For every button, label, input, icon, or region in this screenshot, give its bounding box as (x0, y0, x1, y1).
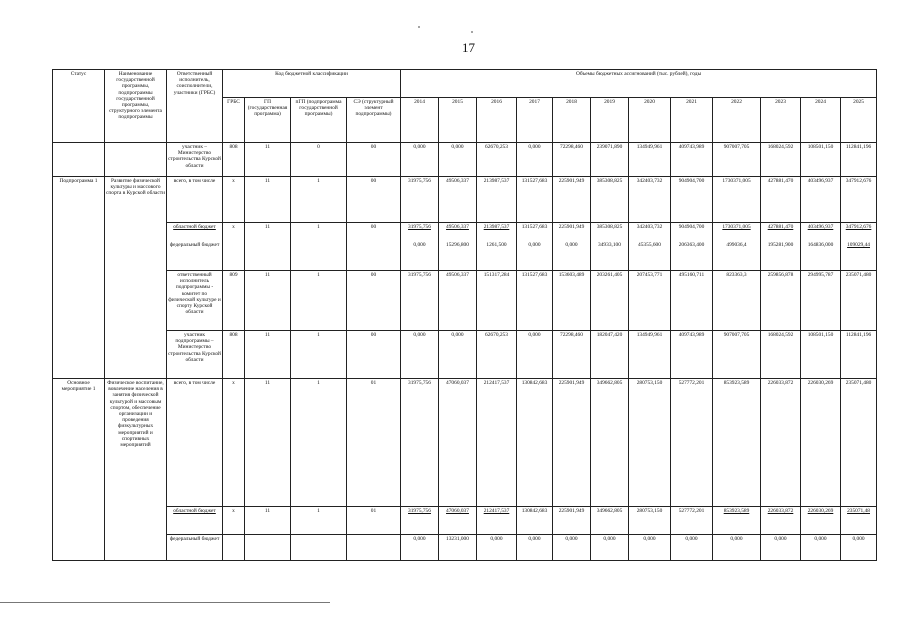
value-cell (591, 331, 629, 379)
value-amount: 347912,676 (845, 224, 872, 230)
value-cell (801, 331, 841, 379)
page-number: 17 (462, 40, 475, 55)
value-amount: 164836,000 (807, 242, 834, 249)
value-amount: 206363,400 (678, 242, 705, 249)
code-se-cell: 00 (347, 271, 401, 331)
table-row (53, 331, 877, 379)
value-amount: 1730371,005 (722, 178, 751, 184)
value-amount: 226033,872 (767, 380, 794, 386)
value-cell (553, 271, 591, 331)
value-cell (477, 507, 517, 535)
value-amount: 182047,420 (596, 332, 623, 338)
value-amount: 13231,000 (446, 536, 469, 542)
executor-cell (167, 177, 223, 223)
executor-label: федеральный бюджет (169, 536, 220, 542)
code-gp-cell: 11 (245, 331, 291, 379)
value-cell (553, 143, 591, 177)
value-cell (517, 143, 553, 177)
value-amount: 225901,949 (558, 224, 585, 230)
header-year: 2019 (591, 98, 629, 143)
code-grbs-cell: 809 (223, 271, 245, 331)
value-amount: 342403,732 (636, 178, 663, 184)
header-pgp: пГП (подпрограмма государственной программы) (291, 98, 347, 143)
value-amount: 235071,480 (845, 272, 872, 278)
value-cell (517, 379, 553, 507)
value-cell (801, 379, 841, 507)
code-se-cell: 00 (347, 177, 401, 223)
value-cell (671, 507, 713, 535)
value-cell (591, 143, 629, 177)
value-amount: 226030,269 (807, 380, 834, 386)
value-amount: 31975,756 (408, 224, 431, 230)
executor-label: ответственный исполнитель подпрограммы - комитет по физической культуре и спорту Курской области (168, 272, 221, 316)
budget-table (52, 69, 877, 561)
value-cell (801, 177, 841, 223)
value-cell (629, 271, 671, 331)
header-budget-code: Код бюджетной классификации (223, 70, 401, 98)
header-year: 2022 (713, 98, 761, 143)
table-row (53, 177, 877, 223)
value-amount: 168024,592 (767, 332, 794, 338)
code-se-cell (347, 535, 401, 561)
value-cell (477, 177, 517, 223)
value-amount: 72298,460 (560, 144, 583, 150)
value-amount: 0,000 (451, 144, 464, 150)
value-amount: 225901,949 (558, 508, 585, 514)
value-cell (671, 331, 713, 379)
value-cell (401, 379, 439, 507)
table-row (53, 143, 877, 177)
value-cell (761, 535, 801, 561)
value-cell (477, 143, 517, 177)
value-amount: 62670,253 (485, 332, 508, 338)
value-cell (591, 379, 629, 507)
value-cell (713, 177, 761, 223)
value-cell (713, 507, 761, 535)
status-cell: Основное мероприятие 1 (53, 379, 105, 561)
value-amount: 0,000 (643, 536, 656, 542)
value-amount: 853923,589 (723, 380, 750, 386)
code-pgp-cell: 1 (291, 177, 347, 223)
value-cell (401, 331, 439, 379)
value-cell (629, 507, 671, 535)
value-cell (629, 143, 671, 177)
value-cell (801, 271, 841, 331)
scan-artifact-line (0, 602, 330, 603)
header-year: 2024 (801, 98, 841, 143)
value-amount: 904904,700 (678, 224, 705, 230)
header-year: 2023 (761, 98, 801, 143)
value-cell (553, 535, 591, 561)
value-amount: 409743,989 (678, 332, 705, 338)
code-grbs-cell: х (223, 379, 245, 507)
value-cell (517, 331, 553, 379)
code-grbs-cell: х (223, 177, 245, 223)
value-amount: 427881,470 (767, 224, 794, 230)
value-amount: 0,000 (413, 536, 426, 542)
value-cell (439, 507, 477, 535)
value-amount: 239071,890 (596, 144, 623, 150)
code-grbs-cell (223, 535, 245, 561)
header-gp: ГП (государственная программа) (245, 98, 291, 143)
value-amount: 130842,683 (521, 380, 548, 386)
value-cell (477, 535, 517, 561)
value-cell (801, 143, 841, 177)
code-gp-cell: 11 (245, 271, 291, 331)
value-amount: 212417,537 (483, 380, 510, 386)
code-gp-cell: 11 (245, 143, 291, 177)
value-cell (553, 331, 591, 379)
value-amount: 109029,44 (847, 242, 870, 249)
value-amount: 0,000 (565, 536, 578, 542)
value-amount: 45355,600 (638, 242, 661, 249)
value-amount: 213987,537 (483, 224, 510, 230)
value-amount: 907007,705 (723, 144, 750, 150)
value-cell (671, 379, 713, 507)
value-cell (841, 331, 877, 379)
value-cell (517, 507, 553, 535)
value-amount: 0,000 (528, 144, 541, 150)
value-cell (439, 271, 477, 331)
code-pgp-cell (291, 535, 347, 561)
value-cell (517, 177, 553, 223)
value-amount: 0,000 (814, 536, 827, 542)
value-amount: 1261,500 (486, 242, 507, 249)
header-year: 2016 (477, 98, 517, 143)
code-se-cell: 01 (347, 507, 401, 535)
value-cell (841, 379, 877, 507)
value-amount: 207453,771 (636, 272, 663, 278)
status-cell: Подпрограмма 1 (53, 177, 105, 379)
value-amount: 259856,878 (767, 272, 794, 278)
code-se-cell: 00 (347, 331, 401, 379)
header-executor: Ответственный исполнитель, соисполнители, участники (ГРБС) (167, 70, 223, 143)
table-body (53, 143, 877, 561)
value-cell (801, 535, 841, 561)
table-row (53, 379, 877, 507)
value-cell (761, 379, 801, 507)
value-amount: 342403,732 (636, 224, 663, 230)
value-cell (401, 143, 439, 177)
value-amount: 0,000 (413, 144, 426, 150)
header-year: 2015 (439, 98, 477, 143)
value-amount: 904904,700 (678, 178, 705, 184)
value-amount: 385308,825 (596, 178, 623, 184)
value-amount: 0,000 (685, 536, 698, 542)
value-amount: 153603,489 (558, 272, 585, 278)
value-amount: 0,000 (451, 332, 464, 338)
value-amount: 499036,4 (726, 242, 747, 249)
value-cell (671, 177, 713, 223)
executor-cell (167, 143, 223, 177)
value-cell (401, 223, 439, 271)
executor-label: федеральный бюджет (169, 242, 220, 249)
code-pgp-cell: 1 (291, 223, 347, 271)
value-amount: 280753,150 (636, 380, 663, 386)
value-amount: 0,000 (490, 536, 503, 542)
value-amount: 212417,537 (483, 508, 510, 514)
value-amount: 495160,711 (678, 272, 705, 278)
value-amount: 0,000 (852, 536, 865, 542)
value-amount: 15296,800 (446, 242, 469, 249)
executor-label: участник – Министерство строительства Курской области (168, 144, 221, 169)
header-name: Наименование государственной программы, подпрограммы государственной программы, структурного элемента подпрограммы (105, 70, 167, 143)
header-year: 2018 (553, 98, 591, 143)
code-pgp-cell: 1 (291, 507, 347, 535)
header-year: 2014 (401, 98, 439, 143)
value-amount: 47060,037 (446, 380, 469, 386)
value-cell (439, 331, 477, 379)
code-gp-cell: 11 (245, 379, 291, 507)
header-status: Статус (53, 70, 105, 143)
value-amount: 131527,683 (521, 224, 548, 230)
header-volumes: Объемы бюджетных ассигнований (тыс. рублей), годы (401, 70, 877, 98)
value-cell (841, 143, 877, 177)
value-cell (761, 177, 801, 223)
value-amount: 130842,683 (521, 508, 548, 514)
value-amount: 213987,537 (483, 178, 510, 184)
value-amount: 112841,196 (845, 332, 872, 338)
table-row (53, 507, 877, 535)
value-cell (761, 271, 801, 331)
code-se-cell: 01 (347, 379, 401, 507)
value-amount: 31975,756 (408, 508, 431, 514)
value-cell (629, 331, 671, 379)
name-cell (105, 143, 167, 177)
value-cell (553, 223, 591, 271)
value-amount: 226033,872 (767, 508, 794, 514)
value-amount: 235071,48 (847, 508, 870, 514)
value-amount: 47060,037 (446, 508, 469, 514)
value-amount: 31975,756 (408, 272, 431, 278)
value-amount: 72298,460 (560, 332, 583, 338)
value-amount: 527772,201 (678, 380, 705, 386)
name-cell: Физическое воспитание, вовлечение населения в занятия физической культурой и массовым спортом, обеспечение организации и проведения физкультурных мероприятий и спортивных мероприятий (105, 379, 167, 561)
scan-artifact-speck (418, 26, 420, 28)
executor-cell (167, 331, 223, 379)
value-amount: 853923,589 (723, 508, 750, 514)
value-amount: 134949,961 (636, 144, 663, 150)
executor-label: областной бюджет (173, 224, 216, 230)
value-amount: 0,000 (565, 242, 578, 249)
value-amount: 49506,337 (446, 178, 469, 184)
code-grbs-cell: х (223, 507, 245, 535)
value-amount: 0,000 (603, 536, 616, 542)
value-amount: 349662,805 (596, 508, 623, 514)
executor-cell (167, 507, 223, 535)
value-amount: 0,000 (528, 332, 541, 338)
value-cell (439, 177, 477, 223)
executor-cell (167, 535, 223, 561)
value-cell (553, 507, 591, 535)
value-amount: 112841,196 (845, 144, 872, 150)
value-cell (553, 177, 591, 223)
code-pgp-cell: 1 (291, 379, 347, 507)
value-amount: 349662,805 (596, 380, 623, 386)
executor-label: областной бюджет (173, 508, 216, 514)
header-year: 2021 (671, 98, 713, 143)
table-row (53, 271, 877, 331)
value-amount: 195281,900 (767, 242, 794, 249)
value-cell (401, 177, 439, 223)
value-cell (439, 379, 477, 507)
header-year: 2020 (629, 98, 671, 143)
value-cell (671, 223, 713, 271)
code-pgp-cell: 1 (291, 271, 347, 331)
value-cell (713, 379, 761, 507)
value-cell (629, 379, 671, 507)
value-amount: 225901,949 (558, 178, 585, 184)
executor-label: участник подпрограммы – Министерство строительства Курской области (168, 332, 221, 363)
value-amount: 409743,989 (678, 144, 705, 150)
table-header (53, 70, 877, 143)
value-amount: 527772,201 (678, 508, 705, 514)
scan-artifact-speck (471, 31, 473, 33)
value-cell (841, 535, 877, 561)
value-amount: 62670,253 (485, 144, 508, 150)
value-amount: 280753,150 (636, 508, 663, 514)
status-cell (53, 143, 105, 177)
value-amount: 0,000 (528, 242, 541, 249)
value-cell (713, 271, 761, 331)
value-amount: 31975,756 (408, 178, 431, 184)
value-cell (401, 271, 439, 331)
value-amount: 235071,480 (845, 380, 872, 386)
code-gp-cell: 11 (245, 177, 291, 223)
value-amount: 0,000 (730, 536, 743, 542)
value-amount: 134949,961 (636, 332, 663, 338)
value-amount: 108501,150 (807, 332, 834, 338)
code-grbs-cell: 808 (223, 331, 245, 379)
value-amount: 385308,825 (596, 224, 623, 230)
value-cell (761, 507, 801, 535)
code-grbs-cell: х (223, 223, 245, 271)
value-cell (591, 507, 629, 535)
code-gp-cell: 11 (245, 223, 291, 271)
value-cell (591, 177, 629, 223)
value-cell (671, 271, 713, 331)
code-grbs-cell: 808 (223, 143, 245, 177)
value-amount: 0,000 (774, 536, 787, 542)
value-cell (713, 143, 761, 177)
value-amount: 151317,284 (483, 272, 510, 278)
value-cell (591, 271, 629, 331)
value-cell (841, 223, 877, 271)
value-cell (761, 143, 801, 177)
value-amount: 0,000 (528, 536, 541, 542)
value-amount: 1730371,005 (722, 224, 751, 230)
value-cell (517, 535, 553, 561)
code-se-cell: 00 (347, 223, 401, 271)
value-cell (439, 535, 477, 561)
value-cell (477, 223, 517, 271)
code-pgp-cell: 0 (291, 143, 347, 177)
executor-label: всего, в том числе (173, 380, 216, 386)
value-cell (801, 223, 841, 271)
value-cell (477, 379, 517, 507)
value-cell (629, 535, 671, 561)
code-gp-cell (245, 535, 291, 561)
header-year: 2025 (841, 98, 877, 143)
value-amount: 34933,100 (598, 242, 621, 249)
value-cell (517, 223, 553, 271)
value-amount: 168024,592 (767, 144, 794, 150)
value-cell (841, 507, 877, 535)
value-cell (553, 379, 591, 507)
header-se: СЭ (структурный элемент подпрограммы) (347, 98, 401, 143)
value-cell (439, 223, 477, 271)
table-row (53, 535, 877, 561)
header-grbs: ГРБС (223, 98, 245, 143)
value-amount: 108501,150 (807, 144, 834, 150)
value-cell (671, 535, 713, 561)
value-cell (713, 331, 761, 379)
value-cell (841, 177, 877, 223)
value-cell (477, 271, 517, 331)
value-cell (439, 143, 477, 177)
executor-cell (167, 379, 223, 507)
value-cell (801, 507, 841, 535)
value-cell (761, 223, 801, 271)
value-cell (517, 271, 553, 331)
value-cell (713, 535, 761, 561)
value-cell (591, 223, 629, 271)
value-cell (629, 177, 671, 223)
value-amount: 403496,937 (807, 224, 834, 230)
value-amount: 203261,405 (596, 272, 623, 278)
value-amount: 0,000 (413, 242, 426, 249)
value-amount: 49506,337 (446, 272, 469, 278)
code-pgp-cell: 1 (291, 331, 347, 379)
value-cell (591, 535, 629, 561)
value-cell (841, 271, 877, 331)
executor-label: всего, в том числе (173, 178, 216, 184)
value-amount: 0,000 (413, 332, 426, 338)
code-se-cell: 00 (347, 143, 401, 177)
value-cell (477, 331, 517, 379)
value-cell (401, 535, 439, 561)
value-cell (401, 507, 439, 535)
name-cell: Развитие физической культуры и массового спорта в Курской области (105, 177, 167, 379)
value-amount: 131527,683 (521, 178, 548, 184)
value-amount: 403496,937 (807, 178, 834, 184)
value-cell (761, 331, 801, 379)
value-amount: 226030,269 (807, 508, 834, 514)
code-gp-cell: 11 (245, 507, 291, 535)
value-cell (629, 223, 671, 271)
value-amount: 49506,337 (446, 224, 469, 230)
value-amount: 131527,683 (521, 272, 548, 278)
executor-cell (167, 223, 223, 271)
value-amount: 31975,756 (408, 380, 431, 386)
value-amount: 347912,676 (845, 178, 872, 184)
table-row (53, 223, 877, 271)
value-amount: 427881,470 (767, 178, 794, 184)
value-amount: 823363,3 (726, 272, 747, 278)
value-amount: 225901,949 (558, 380, 585, 386)
executor-cell (167, 271, 223, 331)
value-amount: 907007,705 (723, 332, 750, 338)
value-cell (671, 143, 713, 177)
value-cell (713, 223, 761, 271)
value-amount: 294995,787 (807, 272, 834, 278)
header-year: 2017 (517, 98, 553, 143)
